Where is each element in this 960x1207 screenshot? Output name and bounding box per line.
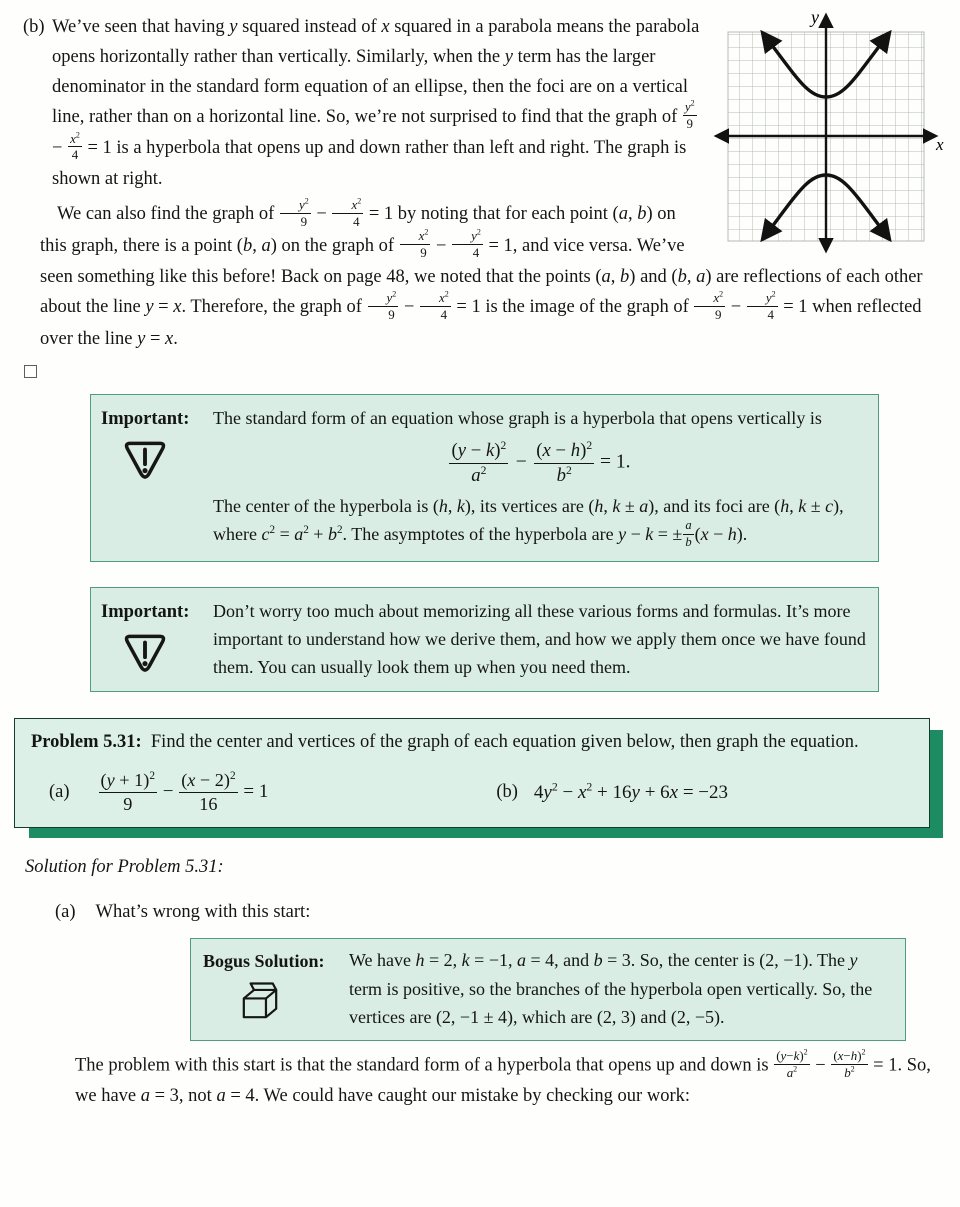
problem-box <box>14 718 930 828</box>
bogus-solution-body <box>349 946 895 1032</box>
reflection-paragraph: We can also find the graph of $\frac{y^2}{9}$ − $\frac{x^2}{4}$ = 1 by noting that for each point (a, b) on this graph, there is a point (b, a) on the graph of $\frac{x^2}{9}$ − $\frac{y^2}{4}$ = 1, and vice versa. We’ve seen something like this before! Back on page 48, we noted that the points (a, b) and (b, a) are reflections of each other about the line y = x. Therefore, the graph of $\frac{y^2}{9}$ − $\frac{x^2}{4}$ = 1 is the image of the graph of $\frac{x^2}{9}$ − $\frac{y^2}{4}$ = 1 when reflected over the line y = x. <box>40 196 923 349</box>
solution-part-a-line <box>55 897 960 927</box>
bogus-header-column <box>203 946 349 1032</box>
important-box-2-body <box>213 597 866 681</box>
important-label: Important: <box>101 409 190 430</box>
solution-heading: Solution for Problem 5.31: <box>25 857 224 878</box>
hyperbola-graph-svg <box>713 8 945 256</box>
problem-statement <box>31 728 915 757</box>
important-1-details: The center of the hyperbola is (h, k), its vertices are (h, k ± a), and its foci are (h, k ± c), where $c^2 = a^2 + b^2$. The asymptotes of the hyperbola are y − k = ± $\frac{a}{b}$ (x − h). <box>213 496 844 549</box>
item-b-text: We’ve seen that having y squared instead of x squared in a parabola means the parabola opens horizontally rather than vertically. Similarly, when the y term has the larger denominator in the standard form equation of an ellipse, then the foci are on a vertical line, rather than on a horizontal line. So, we’re not surprised to find that the graph of $\frac{y^2}{9}$ − $\frac{x^2}{4}$ = 1 is a hyperbola that opens up and down rather than left and right. The graph is shown at right. <box>52 17 700 190</box>
solution-part-a-label: (a) <box>55 902 76 923</box>
warning-exclamation-icon <box>123 633 167 675</box>
important-box-1-body <box>213 404 866 551</box>
bogus-box-icon <box>237 980 283 1022</box>
item-b-label: (b) <box>23 17 45 37</box>
bogus-solution-label: Bogus Solution: <box>203 951 325 972</box>
y-axis-label: y <box>811 8 819 27</box>
warning-exclamation-icon <box>123 440 167 482</box>
bogus-solution-box <box>190 938 906 1041</box>
item-b-section <box>23 8 945 194</box>
problem-statement-text: Find the center and vertices of the graph of each equation given below, then graph the equation. <box>150 732 859 753</box>
important-label: Important: <box>101 602 190 623</box>
important-box-1 <box>90 394 879 562</box>
hyperbola-graph <box>713 8 945 256</box>
standard-form-equation: $\frac{(y - k)^2}{a^2}$ − $\frac{(x - h)^2}{b^2}$ = 1. <box>451 438 631 486</box>
important-box-1-header-column <box>101 404 213 551</box>
important-1-intro: The standard form of an equation whose graph is a hyperbola that opens vertically is <box>213 408 822 429</box>
problem-equations-row <box>31 770 915 815</box>
closing-paragraph: The problem with this start is that the standard form of a hyperbola that opens up and down is $\frac{(y-k)^2}{a^2}$ − $\frac{(x-h)^2}{b^2}$ = 1. So, we have a = 3, not a = 4. We could have caught our mistake by checking our work: <box>75 1047 931 1106</box>
important-box-2 <box>90 587 879 692</box>
important-box-2-header-column <box>101 597 213 681</box>
part-a-label: (a) <box>49 782 70 803</box>
part-b-label: (b) <box>496 782 518 803</box>
bogus-solution-text: We have h = 2, k = −1, a = 4, and b = 3. So, the center is (2, −1). The y term is positive, so the branches of the hyperbola open vertically. So, the vertices are (2, −1 ± 4), which are (2, 3) and (2, −5). <box>349 950 873 1028</box>
end-of-part-marker <box>24 365 37 378</box>
problem-title: Problem 5.31: <box>31 732 142 753</box>
solution-part-a-question: What’s wrong with this start: <box>95 902 311 923</box>
part-a-equation: $\frac{(y + 1)^2}{9}$ − $\frac{(x - 2)^2}{16}$ = 1 <box>100 770 269 815</box>
x-axis-label: x <box>936 135 944 154</box>
important-2-text: Don’t worry too much about memorizing all these various forms and formulas. It’s more important to understand how we derive them, and how we apply them once we have found them. You can usually look them up when you need them. <box>213 601 866 678</box>
part-b-equation: $4y^2 - x^2 + 16y + 6x = -23$ <box>533 780 729 804</box>
